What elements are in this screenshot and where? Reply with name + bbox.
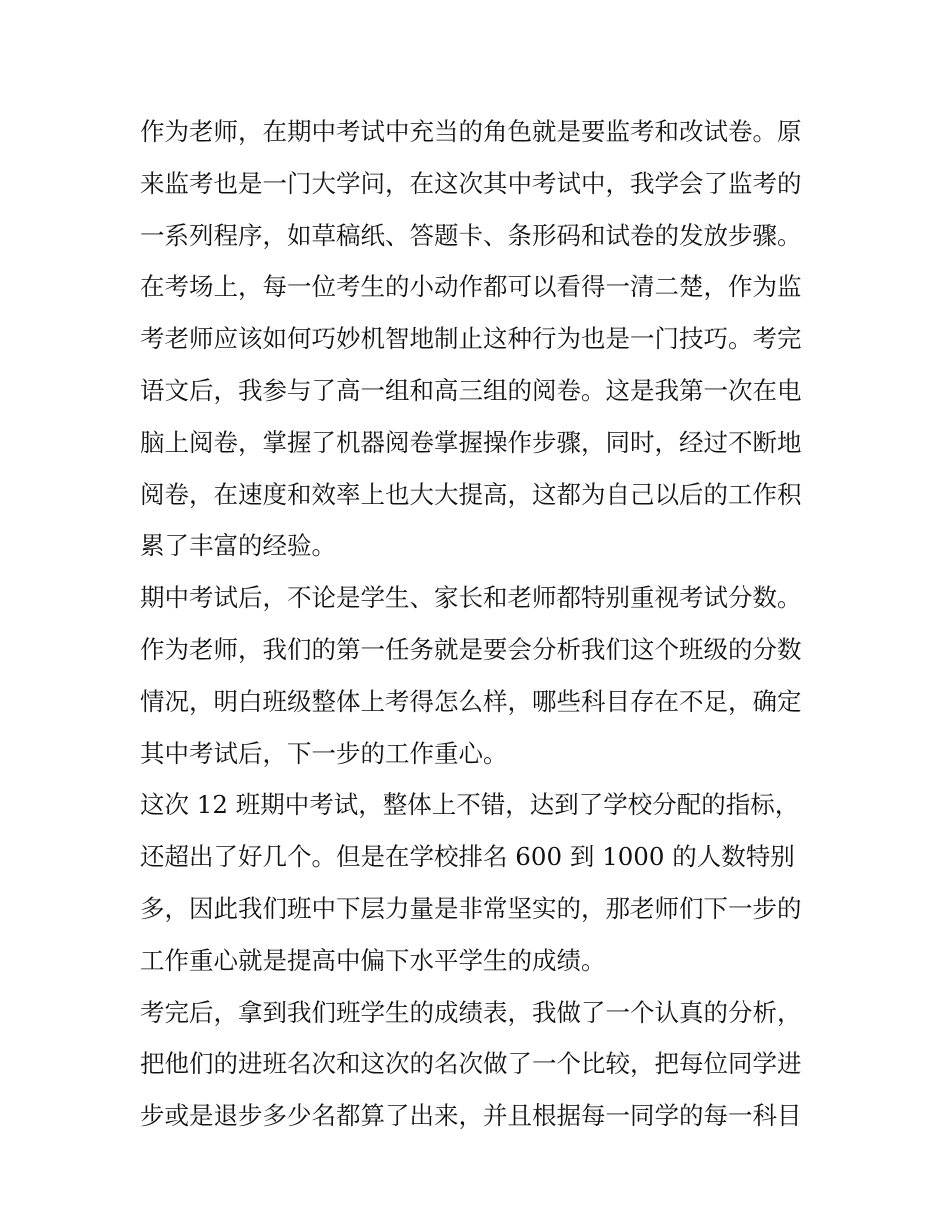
text-line: 作为老师，在期中考试中充当的角色就是要监考和改试卷。原	[140, 117, 802, 146]
text-line: 累了丰富的经验。	[140, 531, 336, 561]
text-line: 考老师应该如何巧妙机智地制止这种行为也是一门技巧。考完	[140, 324, 802, 354]
text-line: 这次 12 班期中考试，整体上不错，达到了学校分配的指标，	[140, 790, 800, 820]
text-line: 把他们的进班名次和这次的名次做了一个比较，把每位同学进	[140, 1049, 802, 1079]
text-line: 脑上阅卷，掌握了机器阅卷掌握操作步骤，同时，经过不断地	[140, 427, 802, 457]
text-line: 阅卷，在速度和效率上也大大提高，这都为自己以后的工作积	[140, 479, 802, 509]
text-line: 期中考试后，不论是学生、家长和老师都特别重视考试分数。	[140, 583, 802, 613]
text-line: 情况，明白班级整体上考得怎么样，哪些科目存在不足，确定	[140, 686, 802, 716]
text-line: 语文后，我参与了高一组和高三组的阅卷。这是我第一次在电	[140, 375, 802, 405]
text-line: 工作重心就是提高中偏下水平学生的成绩。	[140, 945, 606, 975]
text-line: 作为老师，我们的第一任务就是要会分析我们这个班级的分数	[140, 634, 802, 664]
text-line: 还超出了好几个。但是在学校排名 600 到 1000 的人数特别	[140, 842, 795, 872]
text-line: 其中考试后，下一步的工作重心。	[140, 738, 508, 768]
text-line: 在考场上，每一位考生的小动作都可以看得一清二楚，作为监	[140, 272, 802, 302]
text-line: 步或是退步多少名都算了出来，并且根据每一同学的每一科目	[140, 1101, 802, 1131]
text-line: 来监考也是一门大学问，在这次其中考试中，我学会了监考的	[140, 168, 802, 198]
text-line: 多，因此我们班中下层力量是非常坚实的，那老师们下一步的	[140, 893, 802, 923]
text-line: 考完后，拿到我们班学生的成绩表，我做了一个认真的分析，	[140, 997, 802, 1027]
text-line: 一系列程序，如草稿纸、答题卡、条形码和试卷的发放步骤。	[140, 220, 802, 250]
body-text	[140, 106, 820, 1142]
